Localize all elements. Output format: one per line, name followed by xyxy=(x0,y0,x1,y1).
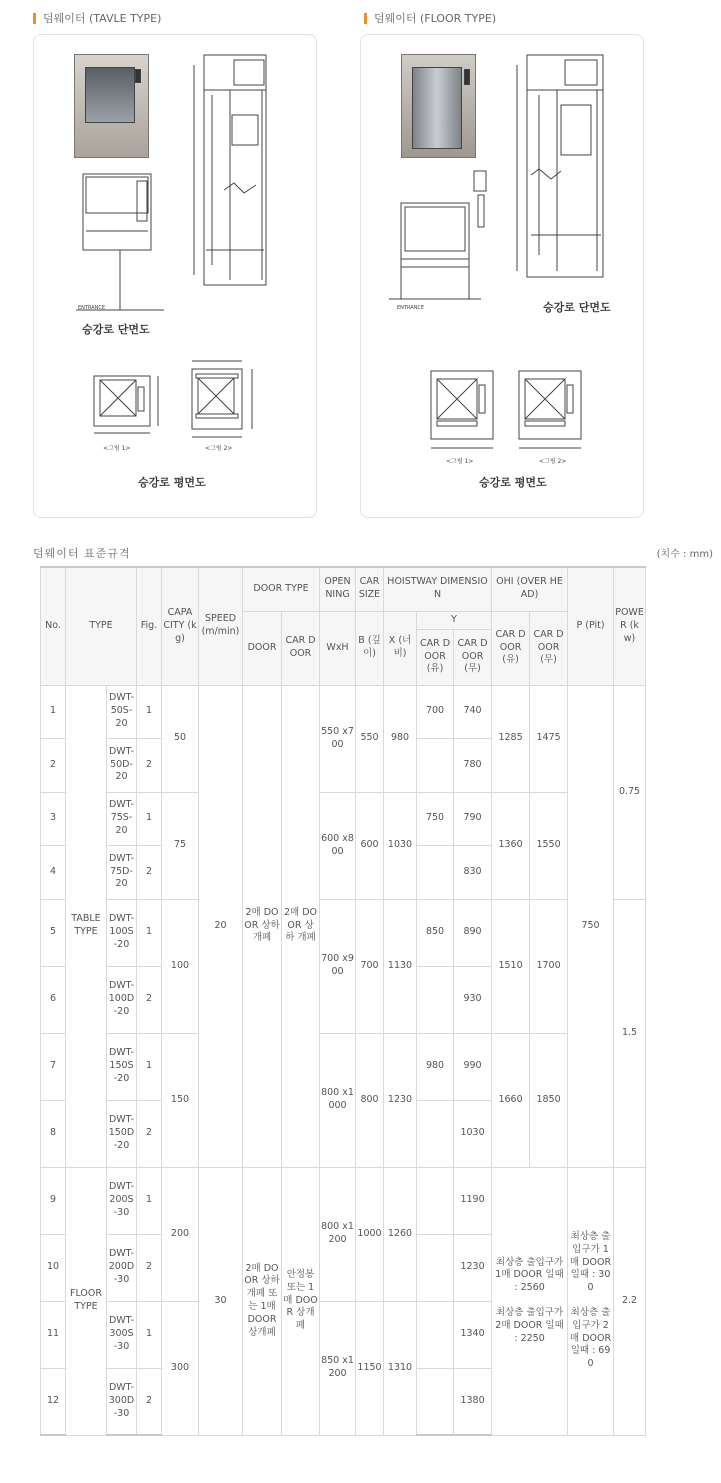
cell-y-yes xyxy=(417,1100,454,1167)
cell-y-yes xyxy=(417,1234,454,1301)
cell-no: 11 xyxy=(41,1301,66,1368)
header-car-size: CAR SIZE xyxy=(356,567,384,611)
spec-table-title: 덤웨이터 표준규격 xyxy=(33,547,131,560)
cell-car-door: 2매 DOOR 상하 개폐 xyxy=(282,685,320,1167)
left-plan-caption: 승강로 평면도 xyxy=(138,476,206,489)
cell-y-yes xyxy=(417,845,454,899)
cell-y-no: 1380 xyxy=(454,1368,492,1435)
cell-capacity: 300 xyxy=(162,1301,199,1435)
cell-opening: 700 x900 xyxy=(320,899,356,1033)
cell-capacity: 50 xyxy=(162,685,199,792)
table-row xyxy=(41,685,646,738)
spec-unit-label: (치수 : mm) xyxy=(656,549,713,560)
cell-ohi-yes: 1360 xyxy=(492,792,530,899)
cell-opening: 550 x700 xyxy=(320,685,356,792)
table-type-section-title xyxy=(33,10,161,26)
cell-y-yes: 700 xyxy=(417,685,454,738)
fig2-label: <그림 2> xyxy=(205,445,233,452)
cell-speed: 20 xyxy=(199,685,243,1167)
cell-no: 6 xyxy=(41,966,66,1033)
cell-type: DWT-75D-20 xyxy=(107,845,137,899)
header-capacity: CAPA CITY (kg) xyxy=(162,567,199,685)
cell-type: DWT-300S-30 xyxy=(107,1301,137,1368)
floor-type-drawings xyxy=(361,35,645,519)
cell-capacity: 150 xyxy=(162,1033,199,1167)
cell-type: DWT-100D-20 xyxy=(107,966,137,1033)
fig1-label: <그림 1> xyxy=(103,445,131,452)
cell-type: DWT-150D-20 xyxy=(107,1100,137,1167)
cell-y-no: 930 xyxy=(454,966,492,1033)
cell-fig: 2 xyxy=(137,1100,162,1167)
cell-b: 1000 xyxy=(356,1167,384,1301)
cell-y-no: 1190 xyxy=(454,1167,492,1234)
cell-y-no: 740 xyxy=(454,685,492,738)
header-opening: OPEN NING xyxy=(320,567,356,611)
table-type-title-text: 덤웨이터 (TAVLE TYPE) xyxy=(43,12,162,25)
cell-y-yes xyxy=(417,1301,454,1368)
cell-ohi-yes: 1660 xyxy=(492,1033,530,1167)
cell-power: 0.75 xyxy=(614,685,646,899)
cell-type: DWT-300D-30 xyxy=(107,1368,137,1435)
table-type-drawing-panel xyxy=(33,34,317,518)
cell-y-yes xyxy=(417,738,454,792)
cell-fig: 2 xyxy=(137,966,162,1033)
header-no: No. xyxy=(41,567,66,685)
cell-type: DWT-200D-30 xyxy=(107,1234,137,1301)
cell-y-no: 830 xyxy=(454,845,492,899)
table-row xyxy=(41,1033,646,1100)
header-y-car-door-no: CAR DOOR (무) xyxy=(454,629,492,685)
cell-no: 8 xyxy=(41,1100,66,1167)
cell-ohi-no: 1850 xyxy=(530,1033,568,1167)
cell-fig: 1 xyxy=(137,792,162,845)
floor-type-title-text: 덤웨이터 (FLOOR TYPE) xyxy=(374,12,497,25)
header-wxh: WxH xyxy=(320,611,356,685)
cell-fig: 1 xyxy=(137,685,162,738)
cell-y-no: 1030 xyxy=(454,1100,492,1167)
header-door: DOOR xyxy=(243,611,282,685)
cell-y-yes xyxy=(417,1167,454,1234)
cell-ohi-no: 1700 xyxy=(530,899,568,1033)
cell-ohi-yes: 1510 xyxy=(492,899,530,1033)
cell-b: 800 xyxy=(356,1033,384,1167)
cell-pit: 750 xyxy=(568,685,614,1167)
cell-no: 12 xyxy=(41,1368,66,1435)
cell-no: 3 xyxy=(41,792,66,845)
cell-fig: 1 xyxy=(137,1033,162,1100)
cell-y-no: 890 xyxy=(454,899,492,966)
cell-x: 1260 xyxy=(384,1167,417,1301)
cell-y-no: 1230 xyxy=(454,1234,492,1301)
cell-opening: 600 x800 xyxy=(320,792,356,899)
floor-type-drawing-panel xyxy=(360,34,644,518)
cell-no: 2 xyxy=(41,738,66,792)
right-plan-caption: 승강로 평면도 xyxy=(479,476,547,489)
entrance-label: ENTRANCE xyxy=(397,305,425,311)
cell-no: 1 xyxy=(41,685,66,738)
spec-table xyxy=(40,566,646,1436)
left-section-caption: 승강로 단면도 xyxy=(82,323,150,336)
cell-fig: 2 xyxy=(137,738,162,792)
cell-door: 2매 DOOR 상하 개폐 xyxy=(243,685,282,1167)
header-hoistway: HOISTWAY DIMENSION xyxy=(384,567,492,611)
cell-capacity: 200 xyxy=(162,1167,199,1301)
cell-x: 1030 xyxy=(384,792,417,899)
header-y: Y xyxy=(417,611,492,629)
header-b: B (깊이) xyxy=(356,611,384,685)
cell-type: DWT-100S-20 xyxy=(107,899,137,966)
table-row xyxy=(41,792,646,845)
ohi-floor-note-2: 최상층 출입구가 2매 DOOR 일때 : 2250 xyxy=(495,1307,564,1344)
table-type-drawings xyxy=(34,35,318,519)
cell-group-floor-type: FLOOR TYPE xyxy=(66,1167,107,1435)
cell-fig: 2 xyxy=(137,1368,162,1435)
cell-opening: 800 x1000 xyxy=(320,1033,356,1167)
cell-ohi-no: 1550 xyxy=(530,792,568,899)
cell-type: DWT-50S-20 xyxy=(107,685,137,738)
cell-door: 2매 DOOR 상하 개폐 또는 1매 DOOR 상개폐 xyxy=(243,1167,282,1435)
header-power: POWER (kw) xyxy=(614,567,646,685)
cell-type: DWT-50D-20 xyxy=(107,738,137,792)
cell-capacity: 100 xyxy=(162,899,199,1033)
cell-b: 550 xyxy=(356,685,384,792)
cell-capacity: 75 xyxy=(162,792,199,899)
cell-x: 1230 xyxy=(384,1033,417,1167)
cell-fig: 2 xyxy=(137,845,162,899)
header-speed: SPEED (m/min) xyxy=(199,567,243,685)
header-x: X (너비) xyxy=(384,611,417,685)
cell-y-no: 790 xyxy=(454,792,492,845)
fig1-label: <그림 1> xyxy=(446,458,474,465)
cell-type: DWT-75S-20 xyxy=(107,792,137,845)
header-ohi: OHI (OVER HEAD) xyxy=(492,567,568,611)
cell-b: 1150 xyxy=(356,1301,384,1435)
cell-b: 700 xyxy=(356,899,384,1033)
header-ohi-car-door-no: CAR DOOR (무) xyxy=(530,611,568,685)
cell-speed: 30 xyxy=(199,1167,243,1435)
cell-x: 980 xyxy=(384,685,417,792)
entrance-label: ENTRANCE xyxy=(78,305,106,311)
header-car-door: CAR DOOR xyxy=(282,611,320,685)
cell-y-no: 780 xyxy=(454,738,492,792)
header-fig: Fig. xyxy=(137,567,162,685)
cell-y-yes: 980 xyxy=(417,1033,454,1100)
ohi-floor-note-1: 최상층 출입구가 1매 DOOR 일때 : 2560 xyxy=(495,1256,564,1294)
cell-y-yes: 750 xyxy=(417,792,454,845)
cell-y-no: 1340 xyxy=(454,1301,492,1368)
cell-opening: 800 x1200 xyxy=(320,1167,356,1301)
cell-power: 1.5 xyxy=(614,899,646,1167)
pit-floor-note-1: 최상층 출입구가 1매 DOOR 일때 : 300 xyxy=(570,1230,612,1294)
header-pit: P (Pit) xyxy=(568,567,614,685)
cell-y-no: 990 xyxy=(454,1033,492,1100)
cell-ohi-no: 1475 xyxy=(530,685,568,792)
cell-x: 1310 xyxy=(384,1301,417,1435)
cell-fig: 1 xyxy=(137,1167,162,1234)
cell-no: 9 xyxy=(41,1167,66,1234)
cell-power: 2.2 xyxy=(614,1167,646,1435)
header-type: TYPE xyxy=(66,567,137,685)
floor-type-section-title xyxy=(364,10,496,26)
table-row xyxy=(41,899,646,966)
cell-ohi-floor xyxy=(492,1167,568,1435)
cell-fig: 2 xyxy=(137,1234,162,1301)
cell-x: 1130 xyxy=(384,899,417,1033)
cell-opening: 850 x1200 xyxy=(320,1301,356,1435)
title-accent-bar xyxy=(364,13,367,24)
title-accent-bar xyxy=(33,13,36,24)
cell-fig: 1 xyxy=(137,899,162,966)
pit-floor-note-2: 최상층 출입구가 2매 DOOR 일때 : 690 xyxy=(570,1307,612,1370)
header-ohi-car-door-yes: CAR DOOR (유) xyxy=(492,611,530,685)
cell-y-yes xyxy=(417,1368,454,1435)
cell-b: 600 xyxy=(356,792,384,899)
cell-pit-floor xyxy=(568,1167,614,1435)
cell-no: 4 xyxy=(41,845,66,899)
fig2-label: <그림 2> xyxy=(539,458,567,465)
cell-y-yes xyxy=(417,966,454,1033)
cell-type: DWT-150S-20 xyxy=(107,1033,137,1100)
cell-no: 7 xyxy=(41,1033,66,1100)
cell-type: DWT-200S-30 xyxy=(107,1167,137,1234)
cell-no: 10 xyxy=(41,1234,66,1301)
right-section-caption: 승강로 단면도 xyxy=(543,301,611,314)
cell-car-door: 안정봉 또는 1매 DOOR 상개폐 xyxy=(282,1167,320,1435)
table-row xyxy=(41,1167,646,1234)
header-y-car-door-yes: CAR DOOR (유) xyxy=(417,629,454,685)
cell-y-yes: 850 xyxy=(417,899,454,966)
cell-group-table-type: TABLE TYPE xyxy=(66,685,107,1167)
header-door-type: DOOR TYPE xyxy=(243,567,320,611)
cell-fig: 1 xyxy=(137,1301,162,1368)
cell-no: 5 xyxy=(41,899,66,966)
cell-ohi-yes: 1285 xyxy=(492,685,530,792)
